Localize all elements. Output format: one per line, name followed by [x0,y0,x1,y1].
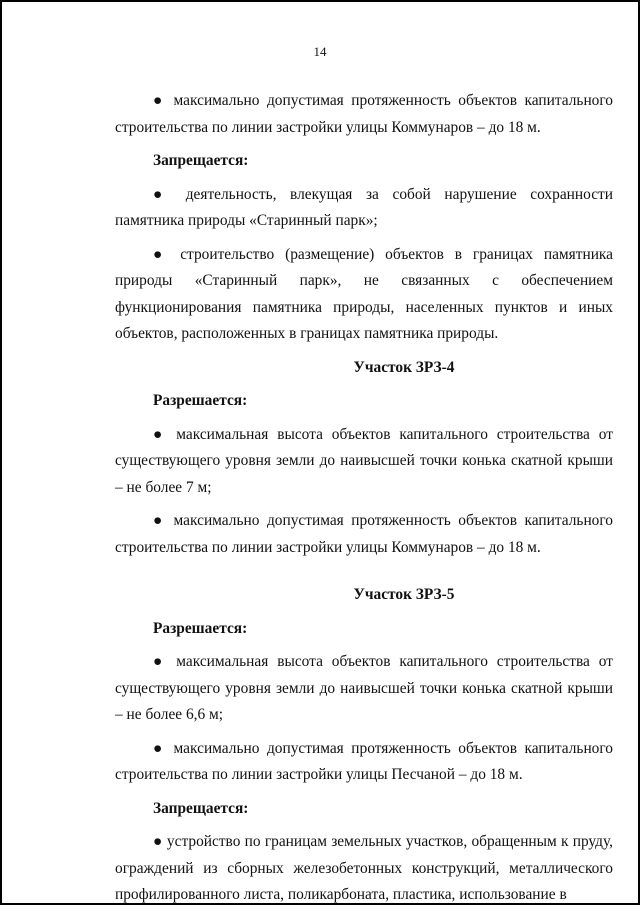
bullet-paragraph: ● максимально допустимая протяженность объектов капитального строительства по линии застройки улицы Коммунаров – до 18 м. [115,512,613,556]
document-body [115,88,613,916]
bullet-paragraph: ● максимально допустимая протяженность объектов капитального строительства по линии застройки улицы Коммунаров – до 18 м. [115,92,613,136]
bullet-paragraph: ● максимальная высота объектов капитального строительства от существующего уровня земли до наивысшей точки конька скатной крыши – не более 6,6 м; [115,653,613,723]
subheading: Разрешается: [153,392,248,409]
bullet-paragraph: ● устройство по границам земельных участков, обращенным к пруду, ограждений из сборных железобетонных конструкций, металлического профилированного листа, поликарбоната, пластика, использование в [115,833,613,903]
subheading: Разрешается: [153,619,248,637]
section-title: Участок ЗРЗ-4 [353,358,455,376]
block-spacer [115,568,613,582]
page-number: 14 [313,44,327,59]
bullet-paragraph: ● максимально допустимая протяженность объектов капитального строительства по линии застройки улицы Песчаной – до 18 м. [115,739,613,783]
bullet-paragraph: ● строительство (размещение) объектов в границах памятника природы «Старинный парк», не связанных с обеспечением функционирования памятника природы, населенных пунктов и иных объектов, расположенных в границах памятника природы. [115,245,613,342]
section-title: Участок ЗРЗ-5 [353,586,455,603]
bullet-paragraph: ● максимальная высота объектов капитального строительства от существующего уровня земли до наивысшей точки конька скатной крыши – не более 7 м; [115,425,613,496]
subheading: Запрещается: [153,152,249,169]
subheading: Запрещается: [153,799,249,817]
bullet-paragraph: ● деятельность, влекущая за собой нарушение сохранности памятника природы «Старинный парк»; [115,185,613,229]
